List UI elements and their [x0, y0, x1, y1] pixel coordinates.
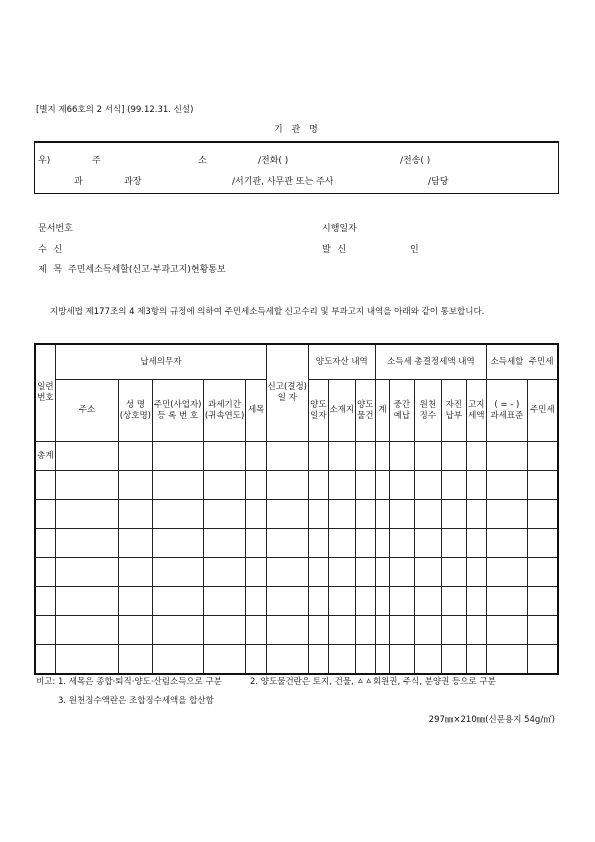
intro-text: 지방세법 제177조의 4 제3항의 규정에 의하여 주민세소득세할 신고수리 및 부과고지 내역을 아래와 같이 통보합니다.: [50, 307, 485, 317]
col-tax-item: 세목: [246, 380, 266, 442]
table-cell: [375, 529, 389, 558]
table-cell: [527, 587, 558, 616]
table-cell: [486, 471, 527, 500]
col-name: 성 명 (상호명): [119, 380, 153, 442]
table-cell: [442, 471, 466, 500]
table-cell: [329, 587, 356, 616]
table-cell: [308, 587, 328, 616]
table-cell: [375, 587, 389, 616]
table-cell: [466, 442, 486, 471]
table-cell: [486, 558, 527, 587]
table-cell: [355, 558, 375, 587]
table-cell: [390, 500, 414, 529]
table-cell: [152, 587, 203, 616]
table-cell: [152, 500, 203, 529]
table-cell: [203, 442, 246, 471]
table-cell: [266, 616, 308, 645]
table-cell: [329, 529, 356, 558]
col-report-date: 신고(결정) 일 자: [266, 344, 308, 442]
table-cell: [390, 558, 414, 587]
note-3: 3. 원천징수액란은 조합징수세액을 합산함: [58, 696, 214, 706]
table-cell: [203, 558, 246, 587]
table-cell: [442, 587, 466, 616]
table-cell: [486, 616, 527, 645]
table-row: [35, 616, 558, 645]
table-cell: [329, 645, 356, 674]
table-cell: [466, 587, 486, 616]
report-table: [34, 343, 559, 675]
row-label-cell: [35, 529, 55, 558]
table-cell: [152, 529, 203, 558]
table-cell: [486, 529, 527, 558]
handler-label: /담당: [428, 177, 449, 187]
table-row: [35, 558, 558, 587]
table-cell: [55, 558, 118, 587]
col-serial: 일련 번호: [35, 344, 55, 442]
group-taxpayer: 납세의무자: [55, 344, 266, 380]
postal-label: 우): [38, 156, 51, 166]
table-cell: [308, 645, 328, 674]
table-cell: [119, 645, 153, 674]
col-period: 과세기간 (귀속연도): [203, 380, 246, 442]
table-cell: [527, 645, 558, 674]
table-cell: [414, 500, 442, 529]
row-label-cell: 총계: [35, 442, 55, 471]
table-cell: [390, 645, 414, 674]
table-cell: [390, 442, 414, 471]
table-cell: [390, 616, 414, 645]
table-cell: [355, 442, 375, 471]
table-cell: [355, 471, 375, 500]
row-label-cell: [35, 471, 55, 500]
table-cell: [266, 471, 308, 500]
row-label-cell: [35, 587, 55, 616]
table-cell: [329, 616, 356, 645]
table-cell: [55, 587, 118, 616]
table-cell: [414, 558, 442, 587]
sender-label: 발 신: [322, 245, 349, 255]
table-cell: [308, 442, 328, 471]
table-cell: [414, 471, 442, 500]
table-cell: [329, 500, 356, 529]
table-cell: [390, 471, 414, 500]
row-label-cell: [35, 500, 55, 529]
table-cell: [119, 529, 153, 558]
table-cell: [266, 442, 308, 471]
chief-label: 과장: [124, 177, 142, 187]
table-cell: [119, 442, 153, 471]
col-self: 자진 납부: [442, 380, 466, 442]
col-resident-tax: 주민세: [527, 380, 558, 442]
col-id: 주민(사업자) 등 록 번 호: [152, 380, 203, 442]
dept-label: 과: [74, 177, 83, 187]
table-cell: [55, 500, 118, 529]
table-row: [35, 500, 558, 529]
group-transfer: 양도자산 내역: [308, 344, 375, 380]
subject-label: 제 목: [38, 265, 65, 275]
table-cell: [152, 558, 203, 587]
table-cell: [119, 471, 153, 500]
table-cell: [308, 616, 328, 645]
col-transfer-date: 양도 일자: [308, 380, 328, 442]
table-cell: [466, 558, 486, 587]
table-cell: [375, 471, 389, 500]
form-reference: [별지 제66호의 2 서식] (99.12.31. 신설): [36, 105, 194, 115]
paper-spec: 297㎜×210㎜(신문용지 54g/㎡): [428, 715, 555, 725]
table-cell: [203, 529, 246, 558]
col-notice: 고지 세액: [466, 380, 486, 442]
table-cell: [486, 442, 527, 471]
table-cell: [414, 616, 442, 645]
col-address: 주소: [55, 380, 118, 442]
table-cell: [246, 587, 266, 616]
table-cell: [119, 587, 153, 616]
table-cell: [466, 645, 486, 674]
table-cell: [308, 471, 328, 500]
table-body: [35, 442, 558, 674]
table-cell: [527, 500, 558, 529]
issue-date-label: 시행일자: [322, 224, 357, 234]
table-cell: [375, 645, 389, 674]
table-cell: [442, 645, 466, 674]
table-cell: [246, 471, 266, 500]
table-cell: [375, 442, 389, 471]
table-cell: [390, 529, 414, 558]
table-cell: [55, 645, 118, 674]
row-label-cell: [35, 616, 55, 645]
col-location: 소재지: [329, 380, 356, 442]
table-cell: [152, 471, 203, 500]
row-label-cell: [35, 558, 55, 587]
table-cell: [119, 500, 153, 529]
table-cell: [442, 616, 466, 645]
col-base: ( = - ) 과세표준: [486, 380, 527, 442]
table-cell: [390, 587, 414, 616]
table-row: [35, 645, 558, 674]
table-cell: [203, 471, 246, 500]
total-row: [35, 442, 558, 471]
table-cell: [308, 500, 328, 529]
phone-label: /전화( ): [258, 156, 289, 166]
table-cell: [355, 645, 375, 674]
row-label-cell: [35, 645, 55, 674]
table-cell: [119, 616, 153, 645]
officer-label: /서기관, 사무관 또는 주사: [232, 177, 334, 187]
table-cell: [466, 471, 486, 500]
recipient-label: 수 신: [38, 245, 65, 255]
table-cell: [466, 616, 486, 645]
agency-title: 기 관 명: [274, 125, 321, 135]
address-label-2: 소: [198, 156, 207, 166]
table-cell: [203, 616, 246, 645]
doc-number-label: 문서번호: [38, 224, 73, 234]
table-cell: [355, 500, 375, 529]
table-row: [35, 471, 558, 500]
table-cell: [527, 558, 558, 587]
table-cell: [152, 442, 203, 471]
table-cell: [414, 587, 442, 616]
col-interim: 중간 예납: [390, 380, 414, 442]
note-1: 1. 세목은 종합·퇴직·양도·산림소득으로 구분: [58, 677, 222, 687]
table-cell: [486, 645, 527, 674]
table-cell: [466, 500, 486, 529]
fax-label: /전송( ): [400, 156, 431, 166]
table-cell: [486, 500, 527, 529]
table-cell: [527, 471, 558, 500]
address-label-1: 주: [92, 156, 101, 166]
table-cell: [414, 442, 442, 471]
table-cell: [246, 500, 266, 529]
table-cell: [203, 645, 246, 674]
subject-value: 주민세소득세할(신고·부과고지)현황통보: [68, 265, 226, 275]
table-cell: [527, 529, 558, 558]
table-cell: [266, 645, 308, 674]
table-cell: [329, 442, 356, 471]
table-cell: [355, 616, 375, 645]
col-withholding: 원천 징수: [414, 380, 442, 442]
table-cell: [246, 442, 266, 471]
table-cell: [375, 616, 389, 645]
table-cell: [152, 616, 203, 645]
table-cell: [266, 500, 308, 529]
group-resident: 소득세할 주민세: [486, 344, 558, 380]
table-cell: [414, 529, 442, 558]
table-cell: [375, 500, 389, 529]
table-cell: [527, 442, 558, 471]
table-cell: [55, 529, 118, 558]
table-cell: [246, 558, 266, 587]
table-cell: [442, 558, 466, 587]
table-cell: [266, 558, 308, 587]
seal-mark: 인: [410, 245, 419, 255]
table-cell: [55, 616, 118, 645]
note-2: 2. 양도물건란은 토지, 건물, ㅿㅿ회원권, 주식, 분양권 등으로 구분: [250, 677, 496, 687]
table-cell: [355, 587, 375, 616]
table-cell: [527, 616, 558, 645]
table-cell: [486, 587, 527, 616]
table-cell: [246, 645, 266, 674]
table-cell: [246, 616, 266, 645]
table-cell: [119, 558, 153, 587]
table-cell: [308, 558, 328, 587]
table-row: [35, 587, 558, 616]
group-income: 소득세 총결정세액 내역: [375, 344, 486, 380]
table-cell: [442, 529, 466, 558]
table-cell: [246, 529, 266, 558]
table-cell: [308, 529, 328, 558]
table-cell: [329, 558, 356, 587]
table-cell: [266, 587, 308, 616]
table-cell: [442, 442, 466, 471]
table-cell: [375, 558, 389, 587]
table-cell: [55, 442, 118, 471]
table-cell: [414, 645, 442, 674]
col-total: 계: [375, 380, 389, 442]
table-cell: [466, 529, 486, 558]
table-cell: [355, 529, 375, 558]
table-cell: [442, 500, 466, 529]
table-cell: [266, 529, 308, 558]
table-cell: [203, 500, 246, 529]
table-row: [35, 529, 558, 558]
table-cell: [55, 471, 118, 500]
table-cell: [329, 471, 356, 500]
col-transfer-item: 양도 물건: [355, 380, 375, 442]
table-cell: [203, 587, 246, 616]
table-cell: [152, 645, 203, 674]
notes-prefix: 비고:: [36, 677, 56, 687]
